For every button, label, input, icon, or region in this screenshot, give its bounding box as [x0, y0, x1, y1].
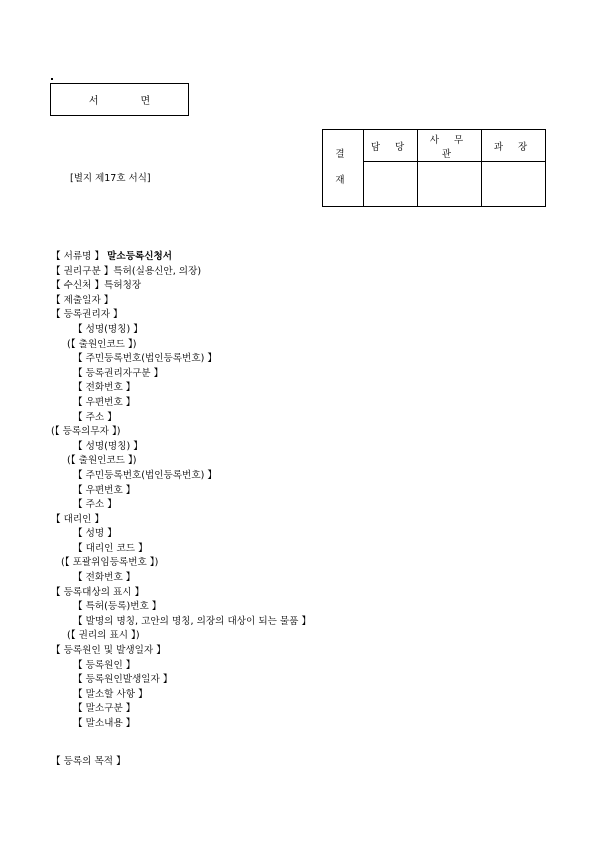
field-cause-items: 【 말소할 사항 】	[73, 688, 148, 700]
approval-sign-chief[interactable]	[482, 162, 546, 207]
title-char-2: 면	[140, 96, 151, 107]
field-recipient: 【 수신처 】특허청장	[51, 280, 142, 292]
scan-speck	[51, 78, 53, 80]
field-target-rights: (【 권리의 표시 】)	[67, 630, 140, 642]
approval-sign-officer[interactable]	[418, 162, 482, 207]
field-holder-type: 【 등록권리자구분 】	[73, 367, 164, 379]
form-fields	[51, 250, 311, 732]
doc-name-value: 말소등록신청서	[107, 251, 173, 262]
field-target-number: 【 특허(등록)번호 】	[73, 601, 162, 613]
field-cause-date: 【 등록원인발생일자 】	[73, 674, 173, 686]
document-type-box	[50, 83, 189, 116]
field-target-title: 【 발명의 명칭, 고안의 명칭, 의장의 대상이 되는 물품 】	[73, 615, 312, 627]
field-cause-content: 【 말소내용 】	[73, 718, 136, 729]
field-holder-id-number: 【 주민등록번호(법인등록번호) 】	[73, 353, 217, 365]
field-target: 【 등록대상의 표시 】	[51, 586, 145, 598]
approval-col-staff: 담 당	[364, 130, 418, 162]
field-agent-phone: 【 전화번호 】	[73, 572, 136, 584]
doc-name-label: 【 서류명 】	[51, 251, 105, 262]
approval-sign-staff[interactable]	[364, 162, 418, 207]
field-obligor-postal: 【 우편번호 】	[73, 484, 136, 496]
field-cause-reason: 【 등록원인 】	[73, 659, 136, 671]
form-number: [별지 제17호 서식]	[70, 173, 151, 184]
field-obligor-address: 【 주소 】	[73, 499, 117, 511]
field-holder-applicant-code: (【 출원인코드 】)	[67, 338, 137, 350]
field-holder-phone: 【 전화번호 】	[73, 382, 136, 394]
field-cause-type: 【 말소구분 】	[73, 703, 136, 715]
field-holder-address: 【 주소 】	[73, 411, 117, 423]
field-obligor-name: 【 성명(명칭) 】	[73, 440, 143, 452]
field-purpose: 【 등록의 목적 】	[51, 756, 126, 767]
field-obligor-applicant-code: (【 출원인코드 】)	[67, 455, 137, 467]
field-right-type: 【 권리구분 】특허(실용신안, 의장)	[51, 265, 202, 277]
field-agent-code: 【 대리인 코드 】	[73, 542, 148, 554]
field-holder-postal: 【 우편번호 】	[73, 396, 136, 408]
field-agent-name: 【 성명 】	[73, 528, 117, 540]
approval-col-chief: 과 장	[482, 130, 546, 162]
field-obligor: (【 등록의무자 】)	[51, 426, 121, 438]
field-submit-date: 【 제출일자 】	[51, 294, 114, 306]
approval-col-officer: 사 무 관	[418, 130, 482, 162]
approval-side-char-2: 재	[335, 175, 351, 186]
title-char-1: 서	[88, 96, 99, 107]
field-agent-poa: (【 포괄위임등록번호 】)	[61, 557, 159, 569]
field-obligor-id-number: 【 주민등록번호(법인등록번호) 】	[73, 469, 217, 481]
approval-table	[322, 129, 546, 207]
field-holder-name: 【 성명(명칭) 】	[73, 323, 143, 335]
approval-side-char-1: 결	[335, 149, 351, 160]
field-doc-name	[51, 250, 311, 265]
approval-side-label	[323, 130, 364, 207]
field-cause: 【 등록원인 및 발생일자 】	[51, 645, 166, 657]
field-agent: 【 대리인 】	[51, 513, 105, 525]
field-registered-holder: 【 등록권리자 】	[51, 309, 123, 321]
